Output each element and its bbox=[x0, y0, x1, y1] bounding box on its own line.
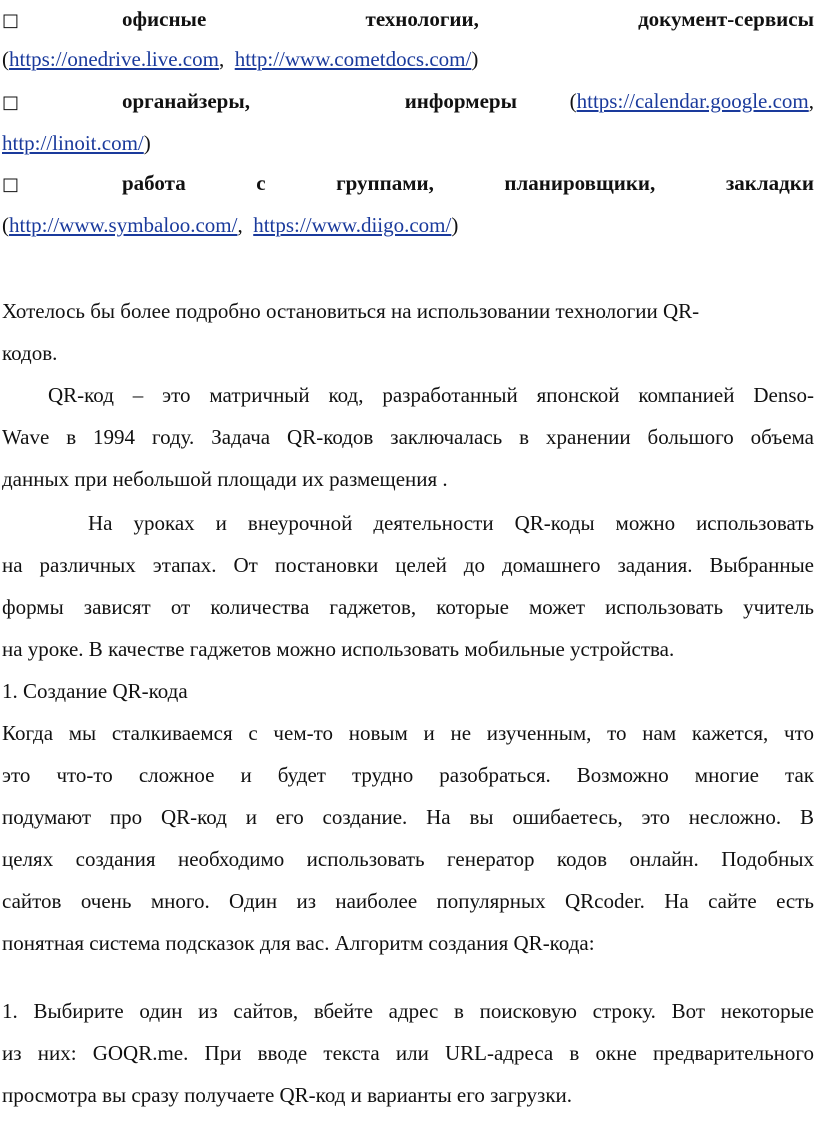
section-heading: 1. Создание QR-кода bbox=[2, 679, 188, 703]
paren-open: ( bbox=[569, 89, 577, 113]
separator: , bbox=[808, 89, 814, 113]
separator: , bbox=[237, 213, 243, 237]
bullet-word: работа bbox=[122, 171, 186, 195]
bullet-links-1 bbox=[2, 44, 814, 74]
paragraph-line: данных при небольшой площади их размещения . bbox=[2, 467, 448, 491]
paragraph-line: QR-код – это матричный код, разработанный японской компанией Denso- bbox=[48, 383, 814, 407]
bullet-word: планировщики, bbox=[504, 171, 656, 195]
bullet-links-3 bbox=[2, 210, 814, 240]
link-google-calendar[interactable]: https://calendar.google.com bbox=[576, 89, 809, 113]
paragraph-line: целях создания необходимо использовать генератор кодов онлайн. Подобных bbox=[2, 847, 814, 871]
paragraph-line: 1. Выбирите один из сайтов, вбейте адрес в поисковую строку. Вот некоторые bbox=[2, 999, 814, 1023]
paragraph-line: на уроке. В качестве гаджетов можно использовать мобильные устройства. bbox=[2, 637, 675, 661]
paragraph-line: подумают про QR-код и его создание. На вы ошибаетесь, это несложно. В bbox=[2, 805, 814, 829]
paragraph-line: понятная система подсказок для вас. Алгоритм создания QR-кода: bbox=[2, 931, 595, 955]
paragraph-line: из них: GOQR.me. При вводе текста или URL-адреса в окне предварительного bbox=[2, 1041, 814, 1065]
link-onedrive[interactable]: https://onedrive.live.com bbox=[9, 47, 219, 71]
bullet-word: с bbox=[256, 171, 266, 195]
bullet-word: органайзеры, bbox=[122, 89, 250, 113]
bullet-item-2 bbox=[2, 86, 814, 118]
paragraph-line: На уроках и внеурочной деятельности QR-коды можно использовать bbox=[88, 511, 814, 535]
paragraph-line: Хотелось бы более подробно остановиться на использовании технологии QR- bbox=[2, 299, 700, 323]
bullet-word: офисные bbox=[122, 7, 207, 31]
bullet-word: технологии, bbox=[365, 7, 479, 31]
bullet-word: группами, bbox=[336, 171, 434, 195]
paren-open: ( bbox=[2, 47, 9, 71]
paragraph-line: просмотра вы сразу получаете QR-код и варианты его загрузки. bbox=[2, 1083, 573, 1107]
paragraph-line: это что-то сложное и будет трудно разобраться. Возможно многие так bbox=[2, 763, 814, 787]
bullet-word: информеры bbox=[404, 89, 517, 113]
paragraph-line: формы зависят от количества гаджетов, которые может использовать учитель bbox=[2, 595, 814, 619]
paren-close: ) bbox=[451, 213, 459, 237]
checkbox-symbol-icon: □ bbox=[2, 174, 20, 195]
bullet-item-3 bbox=[2, 168, 814, 200]
bullet-item-1 bbox=[2, 4, 814, 36]
checkbox-symbol-icon: □ bbox=[2, 92, 20, 113]
paragraph-line: кодов. bbox=[2, 341, 58, 365]
link-linoit[interactable]: http://linoit.com/ bbox=[2, 131, 144, 155]
link-diigo[interactable]: https://www.diigo.com/ bbox=[253, 213, 452, 237]
checkbox-symbol-icon: □ bbox=[2, 10, 20, 31]
paren-open: ( bbox=[2, 213, 9, 237]
link-symbaloo[interactable]: http://www.symbaloo.com/ bbox=[9, 213, 238, 237]
bullet-word: документ-сервисы bbox=[638, 7, 814, 31]
paragraph-line: Когда мы сталкиваемся с чем-то новым и не изученным, то нам кажется, что bbox=[2, 721, 814, 745]
paragraph-line: Wave в 1994 году. Задача QR-кодов заключалась в хранении большого объема bbox=[2, 425, 814, 449]
paren-close: ) bbox=[471, 47, 479, 71]
bullet-word: закладки bbox=[725, 171, 814, 195]
paren-close: ) bbox=[143, 131, 151, 155]
separator: , bbox=[218, 47, 225, 71]
paragraph-line: сайтов очень много. Один из наиболее популярных QRcoder. На сайте есть bbox=[2, 889, 814, 913]
paragraph-line: на различных этапах. От постановки целей до домашнего задания. Выбранные bbox=[2, 553, 814, 577]
bullet-links-2 bbox=[2, 128, 814, 158]
link-cometdocs[interactable]: http://www.cometdocs.com/ bbox=[234, 47, 472, 71]
